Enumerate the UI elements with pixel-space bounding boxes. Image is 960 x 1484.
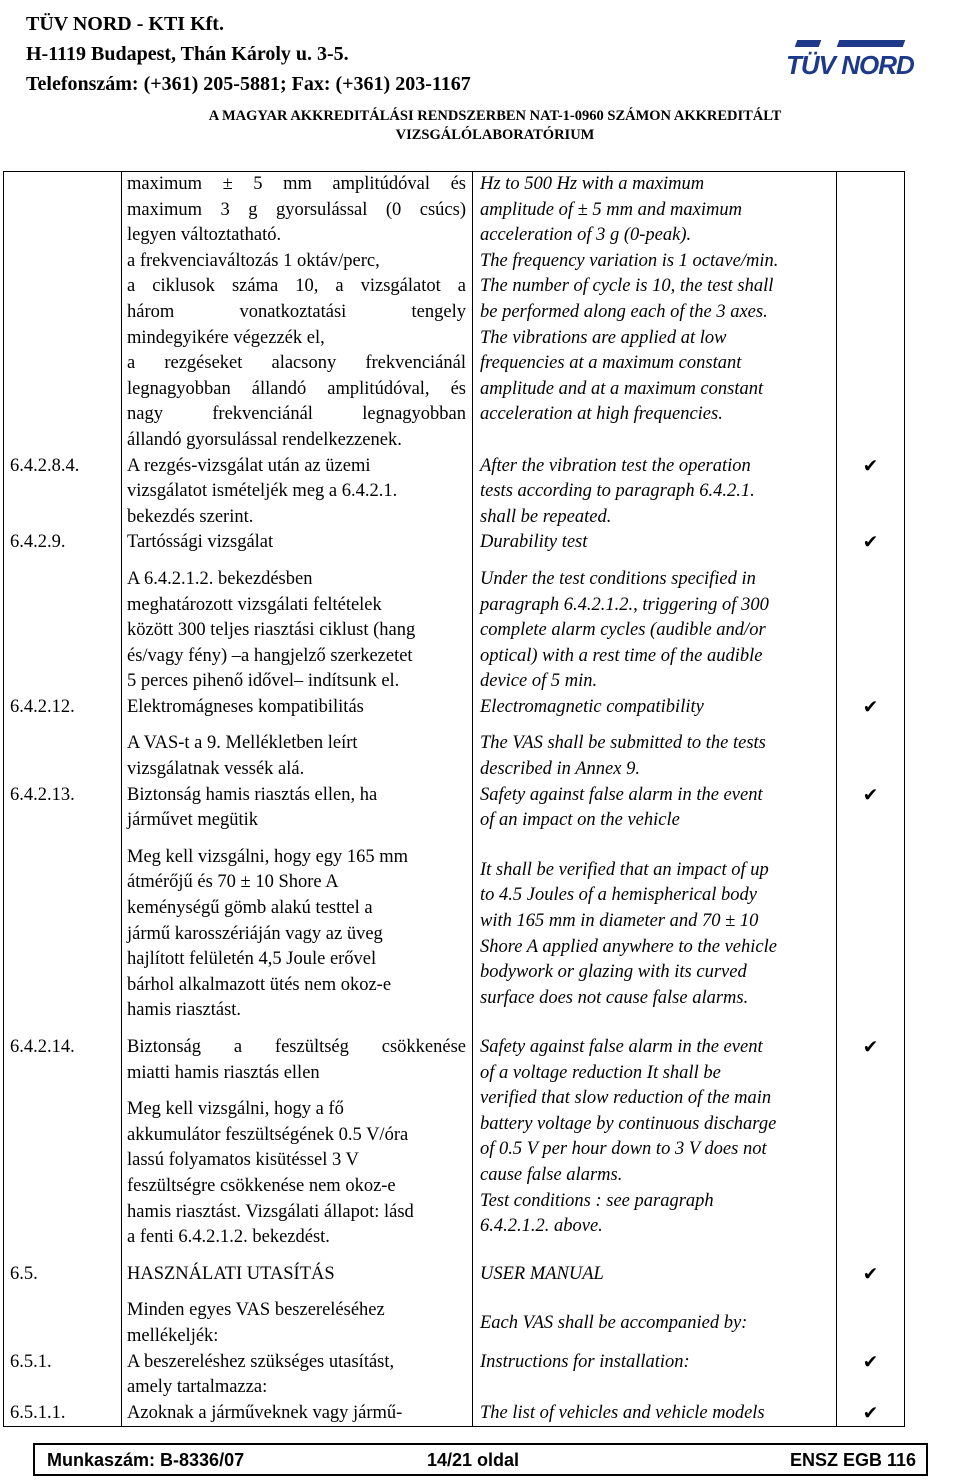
row-spacer xyxy=(4,556,905,567)
hungarian-text xyxy=(122,695,473,721)
text-line: miatti hamis riasztás ellen xyxy=(127,1062,320,1083)
text-line: cause false alarms. xyxy=(480,1164,623,1185)
text-line: Tartóssági vizsgálat xyxy=(127,532,274,553)
text-line: Each VAS shall be accompanied by: xyxy=(480,1313,748,1334)
text-line: device of 5 min. xyxy=(480,671,598,692)
text-line: The vibrations are applied at low xyxy=(480,327,727,348)
text-line: legnagyobban állandó amplitúdóval, és xyxy=(127,378,466,399)
text-line: After the vibration test the operation xyxy=(480,455,751,476)
company-address: H-1119 Budapest, Thán Károly u. 3-5. xyxy=(26,43,349,65)
text-line: és/vagy fény) –a hangjelző szerkezetet xyxy=(127,645,413,666)
text-line: acceleration of 3 g (0-peak). xyxy=(480,225,692,246)
table-row xyxy=(4,1035,905,1251)
text-line: shall be repeated. xyxy=(480,506,612,527)
row-spacer xyxy=(4,1024,905,1035)
text-line: The frequency variation is 1 octave/min. xyxy=(480,250,779,271)
text-line: 6.4.2.1.2. above. xyxy=(480,1216,603,1237)
text-line: The list of vehicles and vehicle models xyxy=(480,1402,765,1423)
section-number xyxy=(4,845,122,1024)
section-number xyxy=(4,172,122,454)
text-line: Meg kell vizsgálni, hogy egy 165 mm xyxy=(127,846,409,867)
hungarian-text xyxy=(122,731,473,782)
check-mark-icon xyxy=(837,172,905,454)
section-number: 6.4.2.14. xyxy=(4,1035,122,1251)
text-line: A rezgés-vizsgálat után az üzemi xyxy=(127,455,371,476)
text-line: A beszereléshez szükséges utasítást, xyxy=(127,1351,395,1372)
english-text xyxy=(473,1350,837,1401)
text-line: Biztonság a feszültség csökkenése xyxy=(127,1037,466,1057)
text-line: a rezgéseket alacsony frekvenciánál xyxy=(127,353,466,374)
check-mark-icon: ✔ xyxy=(837,695,905,721)
text-line: amely tartalmazza: xyxy=(127,1377,268,1398)
hungarian-text xyxy=(122,172,473,454)
text-line: a frekvenciaváltozás 1 oktáv/perc, xyxy=(127,250,380,271)
logo-text: TÜV NORD xyxy=(786,50,914,80)
row-spacer xyxy=(4,720,905,731)
text-line: Test conditions : see paragraph xyxy=(480,1190,714,1211)
section-number: 6.5.1. xyxy=(4,1350,122,1401)
text-line: lassú folyamatos kisütéssel 3 V xyxy=(127,1150,359,1171)
text-line: Shore A applied anywhere to the vehicle xyxy=(480,936,777,957)
hungarian-text xyxy=(127,1097,466,1251)
hungarian-text xyxy=(122,1262,473,1288)
text-line: a ciklusok száma 10, a vizsgálatot a xyxy=(127,276,466,297)
company-name: TÜV NORD - KTI Kft. xyxy=(26,13,224,35)
text-line: hamis riasztást. xyxy=(127,1000,242,1021)
text-line: frequencies at a maximum constant xyxy=(480,353,742,374)
text-line: complete alarm cycles (audible and/or xyxy=(480,620,766,641)
text-line: keménységű gömb alakú testtel a xyxy=(127,898,373,919)
hungarian-text xyxy=(122,783,473,834)
hungarian-text xyxy=(122,1350,473,1401)
section-number: 6.4.2.9. xyxy=(4,530,122,556)
hungarian-cell xyxy=(122,1035,473,1251)
table-row xyxy=(4,845,905,1024)
text-line: paragraph 6.4.2.1.2., triggering of 300 xyxy=(480,594,769,615)
text-line: 5 perces pihenő idővel– indítsunk el. xyxy=(127,671,400,692)
text-line: Elektromágneses kompatibilitás xyxy=(127,696,364,717)
text-line: meghatározott vizsgálati feltételek xyxy=(127,594,382,615)
text-line: optical) with a rest time of the audible xyxy=(480,645,763,666)
text-line: Electromagnetic compatibility xyxy=(480,696,704,717)
page-footer xyxy=(33,1443,928,1476)
check-mark-icon xyxy=(837,567,905,695)
text-line: verified that slow reduction of the main xyxy=(480,1088,772,1109)
text-line: Instructions for installation: xyxy=(480,1351,690,1372)
english-text xyxy=(473,454,837,531)
text-line: Safety against false alarm in the event xyxy=(480,784,763,805)
text-line: of an impact on the vehicle xyxy=(480,810,680,831)
english-text xyxy=(473,567,837,695)
text-line: akkumulátor feszültségének 0.5 V/óra xyxy=(127,1124,409,1145)
text-line: of 0.5 V per hour down to 3 V does not xyxy=(480,1139,767,1160)
section-number: 6.5. xyxy=(4,1262,122,1288)
section-number: 6.4.2.8.4. xyxy=(4,454,122,531)
text-line: Azoknak a járműveknek vagy jármű- xyxy=(127,1402,403,1423)
row-spacer xyxy=(4,1251,905,1262)
check-mark-icon: ✔ xyxy=(837,1035,905,1251)
check-mark-icon: ✔ xyxy=(837,454,905,531)
company-phone: Telefonszám: (+361) 205-5881; Fax: (+361) 203-1167 xyxy=(26,73,471,95)
text-line: jármű karosszériáján vagy az üveg xyxy=(127,923,383,944)
hungarian-text xyxy=(122,845,473,1024)
text-line: tests according to paragraph 6.4.2.1. xyxy=(480,481,755,502)
text-line: bárhol alkalmazott ütés nem okoz-e xyxy=(127,974,392,995)
check-mark-icon xyxy=(837,731,905,782)
english-text xyxy=(473,1401,837,1427)
standard-name: ENSZ EGB 116 xyxy=(789,1450,916,1470)
text-line: három vonatkoztatási tengely xyxy=(127,301,466,322)
text-line: mindegyikére végezzék el, xyxy=(127,327,325,348)
text-line: nagy frekvenciánál legnagyobban xyxy=(127,404,466,425)
english-text xyxy=(473,1262,837,1288)
hungarian-text xyxy=(122,530,473,556)
table-row xyxy=(4,454,905,531)
table-row xyxy=(4,1350,905,1401)
text-line: Durability test xyxy=(480,532,588,553)
english-text xyxy=(473,731,837,782)
english-text xyxy=(473,1298,837,1349)
text-line: mellékeljék: xyxy=(127,1325,219,1346)
text-line: vizsgálatot ismételjék meg a 6.4.2.1. xyxy=(127,481,398,502)
table-row xyxy=(4,567,905,695)
text-line: bodywork or glazing with its curved xyxy=(480,962,747,983)
logo-bar-left xyxy=(795,40,822,47)
table-row xyxy=(4,1401,905,1427)
job-number: Munkaszám: B-8336/07 xyxy=(47,1450,245,1470)
hungarian-text xyxy=(122,567,473,695)
english-text xyxy=(473,783,837,834)
text-line: átmérőjű és 70 ± 10 Shore A xyxy=(127,872,339,893)
accreditation-line-1: A MAGYAR AKKREDITÁLÁSI RENDSZERBEN NAT-1-0960 SZÁMON AKKREDITÁLT xyxy=(208,108,782,124)
table-row xyxy=(4,783,905,834)
text-line: described in Annex 9. xyxy=(480,759,640,780)
text-line: to 4.5 Joules of a hemispherical body xyxy=(480,885,757,906)
text-line: maximum ± 5 mm amplitúdóval és xyxy=(127,174,466,194)
text-line: The VAS shall be submitted to the tests xyxy=(480,733,766,754)
text-line: battery voltage by continuous discharge xyxy=(480,1113,777,1134)
text-line: A 6.4.2.1.2. bekezdésben xyxy=(127,568,313,589)
text-line: Meg kell vizsgálni, hogy a fő xyxy=(127,1099,344,1120)
section-number xyxy=(4,1298,122,1349)
text-line: Hz to 500 Hz with a maximum xyxy=(480,174,705,194)
text-line: a fenti 6.4.2.1.2. bekezdést. xyxy=(127,1227,330,1248)
row-spacer xyxy=(4,1287,905,1298)
english-text xyxy=(473,845,837,1024)
text-line: USER MANUAL xyxy=(480,1263,604,1284)
check-mark-icon: ✔ xyxy=(837,1262,905,1288)
row-spacer xyxy=(4,834,905,845)
table-row xyxy=(4,1262,905,1288)
text-line: with 165 mm in diameter and 70 ± 10 xyxy=(480,911,759,932)
english-text xyxy=(473,172,837,454)
hungarian-text xyxy=(122,454,473,531)
text-line: Under the test conditions specified in xyxy=(480,568,756,589)
text-line: járművet megütik xyxy=(127,810,259,831)
page-number: 14/21 oldal xyxy=(427,1450,520,1470)
section-number: 6.4.2.13. xyxy=(4,783,122,834)
text-line: of a voltage reduction It shall be xyxy=(480,1062,721,1083)
accreditation-line-2: VIZSGÁLÓLABORATÓRIUM xyxy=(395,127,595,143)
text-line: állandó gyorsulással rendelkezzenek. xyxy=(127,429,402,450)
section-number xyxy=(4,731,122,782)
table-row xyxy=(4,530,905,556)
hungarian-text xyxy=(122,1401,473,1427)
text-line: amplitude and at a maximum constant xyxy=(480,378,764,399)
text-line: hamis riasztást. Vizsgálati állapot: lásd xyxy=(127,1201,414,1222)
text-line: Minden egyes VAS beszereléséhez xyxy=(127,1300,385,1321)
english-text xyxy=(473,695,837,721)
text-line: Safety against false alarm in the event xyxy=(480,1037,763,1057)
table-row xyxy=(4,172,905,454)
section-number: 6.5.1.1. xyxy=(4,1401,122,1427)
logo-bar-right xyxy=(837,40,906,47)
text-line: A VAS-t a 9. Mellékletben leírt xyxy=(127,733,358,754)
check-mark-icon xyxy=(837,845,905,1024)
text-line: vizsgálatnak vessék alá. xyxy=(127,759,305,780)
english-text xyxy=(473,1035,837,1251)
hungarian-heading xyxy=(127,1035,466,1086)
check-mark-icon: ✔ xyxy=(837,1350,905,1401)
text-line: surface does not cause false alarms. xyxy=(480,987,749,1008)
section-number xyxy=(4,567,122,695)
text-line: feszültségre csökkenése nem okoz-e xyxy=(127,1175,396,1196)
section-number: 6.4.2.12. xyxy=(4,695,122,721)
text-line: The number of cycle is 10, the test shall xyxy=(480,276,774,297)
hungarian-text xyxy=(122,1298,473,1349)
text-line: legyen változtatható. xyxy=(127,225,282,246)
text-line: maximum 3 g gyorsulással (0 csúcs) xyxy=(127,199,466,220)
text-line: acceleration at high frequencies. xyxy=(480,404,723,425)
text-line: bekezdés szerint. xyxy=(127,506,254,527)
tuv-nord-logo xyxy=(786,40,916,84)
text-line: HASZNÁLATI UTASÍTÁS xyxy=(127,1263,335,1284)
check-mark-icon xyxy=(837,1298,905,1349)
check-mark-icon: ✔ xyxy=(837,1401,905,1427)
table-row xyxy=(4,731,905,782)
text-line: be performed along each of the 3 axes. xyxy=(480,301,768,322)
text-line: It shall be verified that an impact of up xyxy=(480,859,769,880)
table-row xyxy=(4,1298,905,1349)
requirements-table xyxy=(3,171,905,1427)
text-line: amplitude of ± 5 mm and maximum xyxy=(480,199,742,220)
text-line: hajlított felületén 4,5 Joule erővel xyxy=(127,949,377,970)
check-mark-icon: ✔ xyxy=(837,530,905,556)
table-row xyxy=(4,695,905,721)
text-line: között 300 teljes riasztási ciklust (hang xyxy=(127,620,416,641)
check-mark-icon: ✔ xyxy=(837,783,905,834)
english-text xyxy=(473,530,837,556)
text-line: Biztonság hamis riasztás ellen, ha xyxy=(127,784,378,805)
